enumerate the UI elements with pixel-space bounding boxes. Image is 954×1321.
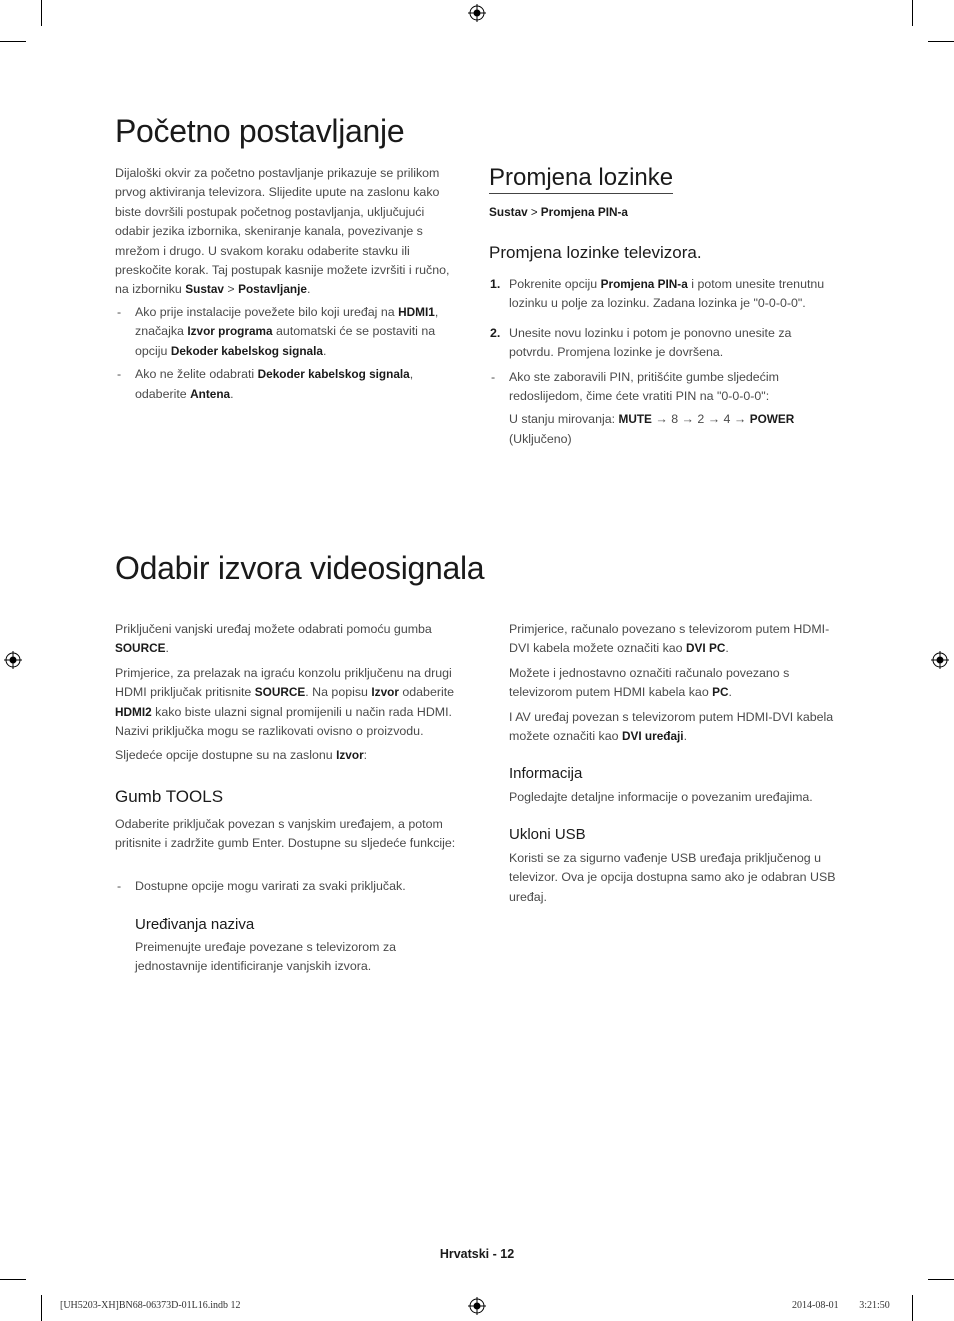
dash-marker: -	[117, 367, 122, 382]
source-right-column	[509, 620, 839, 746]
initial-setup-intro: Dijaloški okvir za početno postavljanje prikazuje se prilikom prvog aktiviranja televizora. Slijedite upute na zaslonu kako biste dovršili postupak početnog postavljanja, uključujući odabir jezika izbornika, skeniranje kanala, povezivanje s mrežom i drugo. U svakom koraku odaberite stavku ili preskočite korak. Taj postupak kasnije možete izvršiti i ručno, na izborniku Sustav > Postavljanje.	[115, 166, 450, 297]
subsection-title-tools: Gumb TOOLS	[115, 787, 224, 806]
source-paragraph: Sljedeće opcije dostupne su na zaslonu Izvor:	[115, 748, 368, 763]
menu-term: Sustav	[185, 282, 224, 297]
initial-setup-body	[115, 164, 460, 300]
crosshair-target-icon	[4, 651, 22, 669]
crosshair-target-icon	[468, 1297, 486, 1315]
breadcrumb: Sustav > Promjena PIN-a	[489, 205, 628, 219]
section-title-change-password: Promjena lozinke	[489, 164, 673, 194]
print-slug-date: 2014-08-01 ￿￿ 3:21:50	[792, 1300, 890, 1311]
section-title-initial-setup: Početno postavljanje	[115, 113, 405, 149]
rename-example: Primjerice, računalo povezano s televizorom putem HDMI-DVI kabela možete označiti kao DVI PC.	[509, 622, 830, 656]
crop-mark	[41, 1295, 42, 1321]
source-paragraph: Primjerice, za prelazak na igraću konzolu priključenu na drugi HDMI priključak pritisnite SOURCE. Na popisu Izvor odaberite HDMI2 kako biste ulazni signal promijenili u način rada HDMI. Nazivi priključka mogu se razlikovati ovisno o proizvodu.	[115, 665, 455, 739]
subsection-title-information: Informacija	[509, 765, 583, 782]
source-paragraph: Priključeni vanjski uređaj možete odabrati pomoću gumba SOURCE.	[115, 622, 432, 656]
subsection-title-remove-usb: Ukloni USB	[509, 826, 586, 843]
tools-body	[115, 815, 460, 854]
crop-mark	[912, 0, 913, 26]
crop-mark	[0, 41, 26, 42]
password-steps	[490, 275, 839, 449]
print-slug-file: [UH5203-XH]BN68-06373D-01L16.indb 12	[60, 1300, 241, 1311]
step-number: 1.	[490, 277, 501, 291]
crop-mark	[0, 1279, 26, 1280]
note-item: - Ako ne želite odabrati Dekoder kabelskog signala, odaberite Antena.	[117, 367, 414, 401]
crop-mark	[912, 1295, 913, 1321]
tools-note	[117, 877, 460, 896]
dash-marker: -	[491, 369, 496, 384]
rename-body	[135, 938, 435, 977]
remove-usb-text: Koristi se za sigurno vađenje USB uređaja priključenog u televizor. Ova je opcija dostupna samo ako je odabran USB uređaj.	[509, 851, 836, 904]
rename-example: I AV uređaj povezan s televizorom putem HDMI-DVI kabela možete označiti kao DVI uređaji.	[509, 709, 834, 744]
breadcrumb-item: Sustav	[489, 205, 528, 219]
step-item: 2. Unesite novu lozinku i potom je ponovno unesite za potvrdu. Promjena lozinke je dovršena.	[490, 325, 792, 360]
crosshair-target-icon	[468, 4, 486, 22]
crop-mark	[928, 1279, 954, 1280]
note-item: - Ako prije instalacije povežete bilo koji uređaj na HDMI1, značajka Izvor programa automatski će se postaviti na opciju Dekoder kabelskog signala.	[117, 305, 439, 358]
initial-setup-notes	[117, 303, 460, 404]
rename-example: Možete i jednostavno označiti računalo povezano s televizorom putem HDMI kabela kao PC.	[509, 665, 790, 700]
rename-text: Preimenujte uređaje povezane s televizorom za jednostavnije identificiranje vanjskih izvora.	[135, 940, 397, 974]
page-number: Hrvatski - 12	[439, 1247, 515, 1261]
subsection-title-change-tv-password: Promjena lozinke televizora.	[489, 243, 702, 262]
crosshair-target-icon	[931, 651, 949, 669]
dash-marker: -	[117, 305, 122, 319]
reset-pin-sequence: U stanju mirovanja: MUTE → 8 → 2 → 4 → POWER (Uključeno)	[509, 412, 795, 446]
crop-mark	[41, 0, 42, 26]
step-item: 1. Pokrenite opciju Promjena PIN-a i potom unesite trenutnu lozinku u polje za lozinku. Zadana lozinka je "0-0-0-0".	[490, 277, 825, 311]
dash-marker: -	[117, 879, 122, 893]
source-left-column	[115, 620, 460, 766]
information-text: Pogledajte detaljne informacije o povezanim uređajima.	[509, 790, 813, 804]
section-title-source-selection: Odabir izvora videosignala	[115, 550, 485, 586]
crop-mark	[928, 41, 954, 42]
note-item: - Dostupne opcije mogu varirati za svaki priključak.	[135, 877, 460, 896]
step-number: 2.	[490, 325, 501, 340]
remove-usb-body	[509, 849, 839, 907]
tools-text: Odaberite priključak povezan s vanjskim uređajem, a potom pritisnite i zadržite gumb Enter. Dostupne su sljedeće funkcije:	[115, 817, 456, 851]
subsection-title-rename: Uređivanja naziva	[135, 916, 255, 933]
note-item: - Ako ste zaboravili PIN, pritišćite gumbe sljedećim redoslijedom, čime ćete vratiti PIN na "0-0-0-0":	[491, 369, 779, 404]
breadcrumb-item: Promjena PIN-a	[540, 205, 628, 219]
menu-term: Postavljanje	[238, 282, 307, 297]
information-body	[509, 788, 839, 807]
